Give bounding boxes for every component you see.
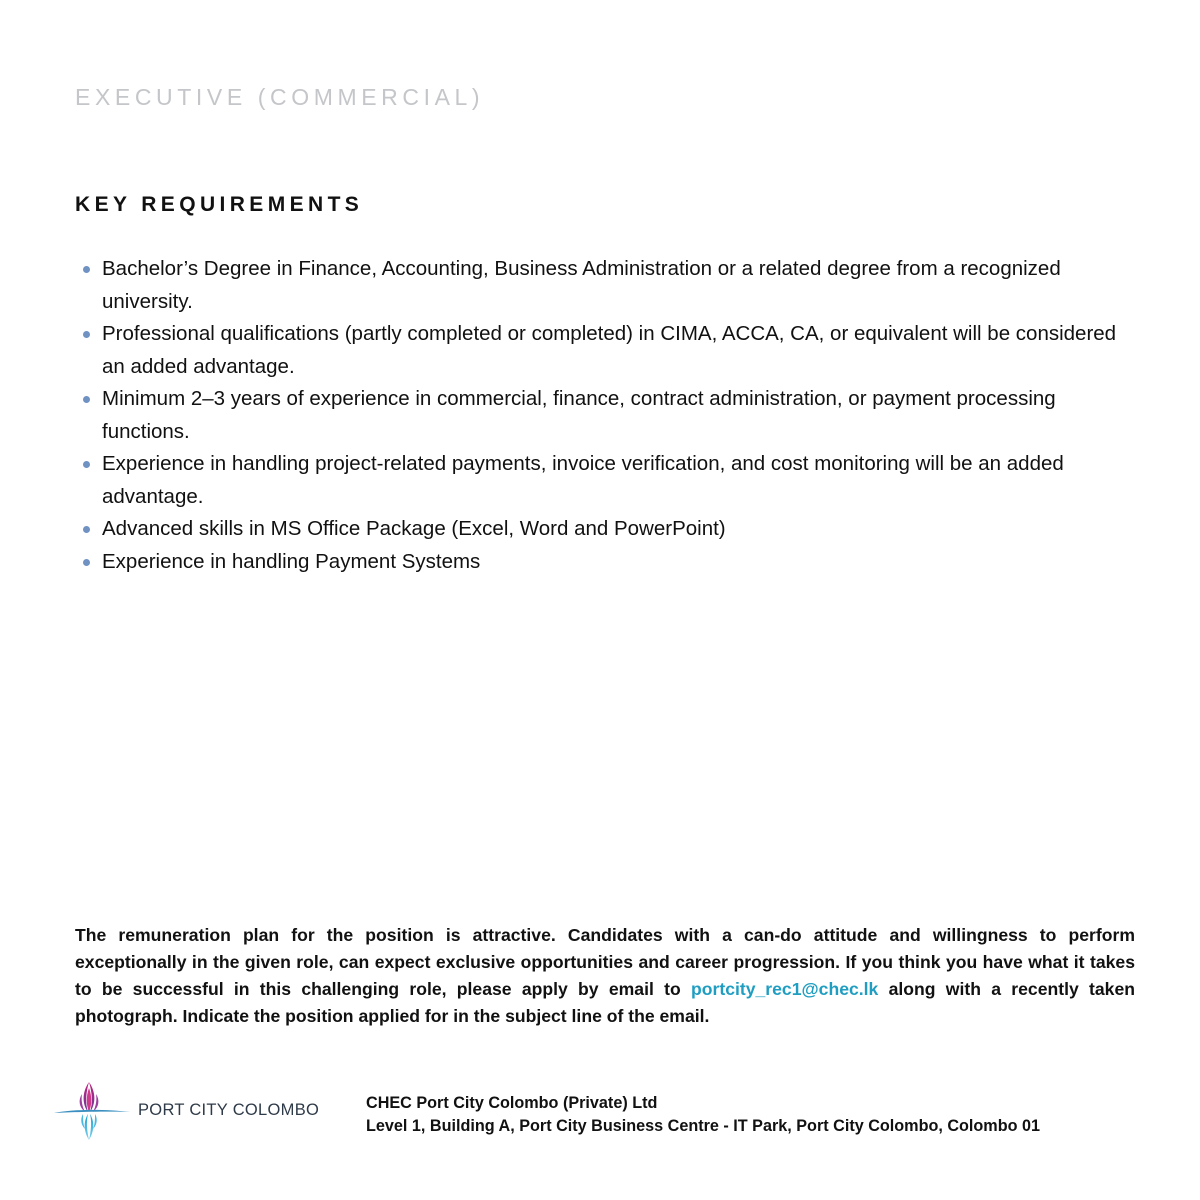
requirement-item <box>80 448 1130 513</box>
remuneration-text: The remuneration plan for the position is attractive. Candidates with a can-do attitude and willingness to perform exceptionally in the given role, can expect exclusive opportunities and career progression. If you think you have what it takes to be successful in this challenging role, please apply by email to <box>75 925 1135 999</box>
port-city-colombo-logo-icon <box>52 1078 132 1142</box>
remuneration-paragraph <box>75 922 1135 1030</box>
requirement-item <box>80 383 1130 448</box>
requirement-item <box>80 513 1130 546</box>
bullet-dot-icon <box>83 331 90 338</box>
requirement-text: Bachelor’s Degree in Finance, Accounting, Business Administration or a related degree from a recognized university. <box>102 257 1061 313</box>
bullet-dot-icon <box>83 559 90 566</box>
requirement-item <box>80 253 1130 318</box>
requirement-item <box>80 546 1130 579</box>
subject-line-instruction: Indicate the position applied for in the subject line of the email. <box>182 1006 710 1026</box>
bullet-dot-icon <box>83 396 90 403</box>
bullet-dot-icon <box>83 461 90 468</box>
job-title: EXECUTIVE (COMMERCIAL) <box>75 84 485 110</box>
requirement-text: Minimum 2–3 years of experience in commercial, finance, contract administration, or payment processing functions. <box>102 387 1056 443</box>
requirement-text: Experience in handling Payment Systems <box>102 549 481 573</box>
company-logo <box>52 1078 322 1142</box>
remuneration-text-after-email: along with a recently taken photograph. <box>75 979 1136 1026</box>
company-name: CHEC Port City Colombo (Private) Ltd <box>366 1094 658 1112</box>
requirement-item <box>80 318 1130 383</box>
bullet-dot-icon <box>83 266 90 273</box>
bullet-dot-icon <box>83 526 90 533</box>
requirements-list <box>80 253 1130 578</box>
company-address-block <box>366 1092 1040 1138</box>
company-address: Level 1, Building A, Port City Business Centre - IT Park, Port City Colombo, Colombo 01 <box>366 1117 1040 1135</box>
requirement-text: Advanced skills in MS Office Package (Excel, Word and PowerPoint) <box>102 517 726 540</box>
requirement-text: Experience in handling project-related payments, invoice verification, and cost monitoring will be an added advantage. <box>102 452 1064 508</box>
key-requirements-heading: KEY REQUIREMENTS <box>75 193 364 216</box>
logo-wordmark: PORT CITY COLOMBO <box>138 1101 320 1119</box>
application-email-link[interactable]: portcity_rec1@chec.lk <box>691 979 879 999</box>
requirement-text: Professional qualifications (partly completed or completed) in CIMA, ACCA, CA, or equivalent will be considered an added advantage. <box>102 322 1117 378</box>
